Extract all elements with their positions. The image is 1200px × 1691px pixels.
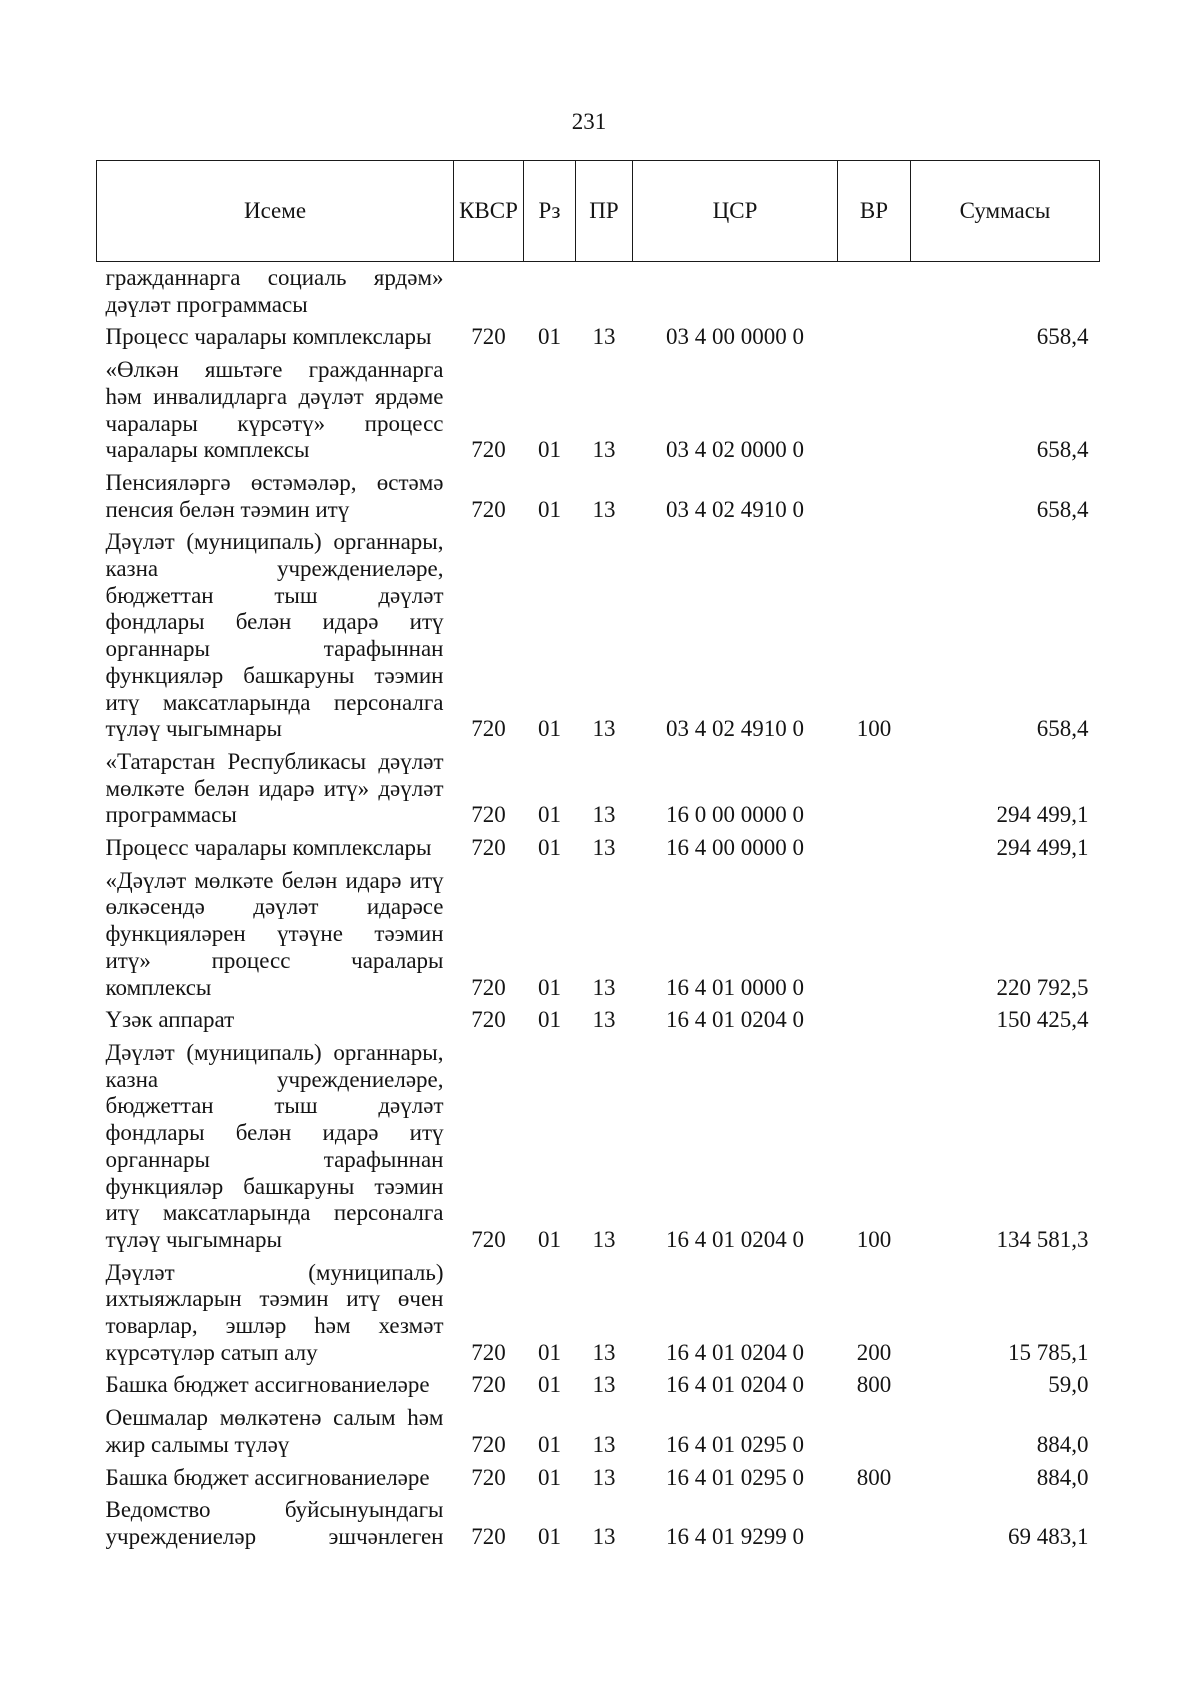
name-line: Процесс чаралары комплекслары [105, 324, 432, 350]
vr-cell [838, 467, 911, 526]
vr-cell: 800 [856, 1464, 892, 1490]
name-line: органнары тарафыннан [105, 1146, 444, 1172]
csr-cell: 03 4 00 0000 0 [666, 324, 804, 350]
name-line: ихтыяжларын тәэмин итү өчен [105, 1286, 444, 1312]
table-row [97, 526, 1100, 746]
name-cell [97, 1369, 454, 1402]
csr-cell: 16 4 01 0295 0 [666, 1464, 804, 1490]
name-line: бюджеттан тыш дәүләт [105, 582, 444, 608]
table-row [97, 1462, 1100, 1495]
table-body [97, 262, 1100, 1554]
rz-cell: 01 [538, 1226, 561, 1252]
table-row [97, 1369, 1100, 1402]
name-line: Үзәк аппарат [105, 1007, 235, 1033]
vr-cell: 100 [856, 1226, 892, 1252]
name-line: учреждениеләр эшчәнлеген [105, 1523, 444, 1549]
name-cell [97, 467, 454, 526]
name-cell [97, 354, 454, 467]
name-line: Пенсияләргә өстәмәләр, өстәмә [105, 469, 444, 495]
pr-cell: 13 [592, 437, 616, 463]
table-row [97, 1494, 1100, 1553]
csr-cell: 03 4 02 0000 0 [666, 437, 804, 463]
csr-cell: 16 4 01 9299 0 [666, 1523, 804, 1549]
table-row [97, 262, 1100, 322]
table-row [97, 832, 1100, 865]
name-line: «Татарстан Республикасы дәүләт [105, 748, 444, 774]
table-row [97, 746, 1100, 832]
csr-cell: 03 4 02 4910 0 [666, 496, 804, 522]
name-line: гражданнарга социаль ярдәм» [105, 265, 444, 290]
name-cell [97, 262, 454, 322]
name-line: Башка бюджет ассигнованиеләре [105, 1464, 430, 1490]
csr-cell: 16 4 01 0000 0 [666, 974, 804, 1000]
sum-cell: 884,0 [1036, 1431, 1089, 1457]
rz-cell: 01 [538, 496, 561, 522]
name-line: Дәүләт (муниципаль) [105, 1259, 444, 1285]
table-row [97, 865, 1100, 1005]
name-line: «Дәүләт мөлкәте белән идарә итү [105, 867, 444, 893]
table-row [97, 1257, 1100, 1370]
csr-cell [633, 262, 838, 322]
rz-cell: 01 [538, 802, 561, 828]
name-line: Башка бюджет ассигнованиеләре [105, 1372, 430, 1398]
sum-cell: 59,0 [1048, 1372, 1089, 1398]
kvsr-cell: 720 [471, 324, 506, 350]
sum-cell: 658,4 [1036, 496, 1089, 522]
pr-cell: 13 [592, 1523, 616, 1549]
kvsr-cell: 720 [471, 1339, 506, 1365]
sum-cell: 150 425,4 [996, 1007, 1089, 1033]
name-cell [97, 865, 454, 1005]
sum-cell: 658,4 [1036, 437, 1089, 463]
vr-cell [838, 1494, 911, 1553]
pr-cell: 13 [592, 835, 616, 861]
budget-table [96, 160, 1100, 1554]
pr-cell: 13 [592, 802, 616, 828]
name-cell [97, 1257, 454, 1370]
pr-cell: 13 [592, 324, 616, 350]
vr-cell [838, 262, 911, 322]
pr-cell: 13 [592, 974, 616, 1000]
name-line: Ведомство буйсынуындагы [105, 1497, 444, 1523]
name-line: казна учреждениеләре, [105, 1066, 444, 1092]
name-line: пенсия белән тәэмин итү [105, 496, 350, 522]
name-cell [97, 1494, 454, 1553]
kvsr-cell: 720 [471, 1372, 506, 1398]
kvsr-cell: 720 [471, 1523, 506, 1549]
pr-cell: 13 [592, 1431, 616, 1457]
name-cell [97, 746, 454, 832]
kvsr-cell: 720 [471, 1464, 506, 1490]
name-line: «Өлкән яшьтәге гражданнарга [105, 357, 444, 383]
name-line: күрсәтүләр сатып алу [105, 1339, 318, 1365]
rz-cell: 01 [538, 437, 561, 463]
table-row [97, 1004, 1100, 1037]
name-line: жир салымы түләү [105, 1431, 290, 1457]
vr-cell [838, 354, 911, 467]
table-row [97, 1037, 1100, 1257]
name-line: программасы [105, 802, 237, 828]
vr-cell [838, 746, 911, 832]
rz-cell [524, 262, 576, 322]
name-line: итү» процесс чаралары [105, 947, 444, 973]
table-row [97, 354, 1100, 467]
rz-cell: 01 [538, 1007, 561, 1033]
name-line: өлкәсендә дәүләт идарәсе [105, 894, 444, 920]
table-header [97, 161, 1100, 262]
name-line: түләү чыгымнары [105, 1226, 282, 1252]
vr-cell: 100 [856, 716, 892, 742]
header-name: Исеме [97, 161, 454, 262]
vr-cell [838, 321, 911, 354]
kvsr-cell: 720 [471, 496, 506, 522]
rz-cell: 01 [538, 1523, 561, 1549]
name-line: товарлар, эшләр һәм хезмәт [105, 1313, 444, 1339]
name-line: комплексы [105, 974, 212, 1000]
rz-cell: 01 [538, 716, 561, 742]
vr-cell: 200 [856, 1339, 892, 1365]
name-cell [97, 1037, 454, 1257]
kvsr-cell: 720 [471, 716, 506, 742]
pr-cell: 13 [592, 1007, 616, 1033]
name-line: итү максатларында персоналга [105, 1200, 444, 1226]
table-row [97, 467, 1100, 526]
header-sum: Суммасы [911, 161, 1100, 262]
name-line: түләү чыгымнары [105, 716, 282, 742]
name-line: һәм инвалидларга дәүләт ярдәме [105, 383, 444, 409]
csr-cell: 16 4 00 0000 0 [666, 835, 804, 861]
sum-cell: 658,4 [1036, 716, 1089, 742]
header-pr: ПР [576, 161, 633, 262]
kvsr-cell: 720 [471, 802, 506, 828]
pr-cell: 13 [592, 1226, 616, 1252]
header-row [97, 161, 1100, 262]
name-line: чаралары комплексы [105, 437, 310, 463]
name-line: Дәүләт (муниципаль) органнары, [105, 529, 444, 555]
name-cell [97, 1402, 454, 1461]
name-cell [97, 832, 454, 865]
sum-cell: 15 785,1 [1008, 1339, 1089, 1365]
table-row [97, 1402, 1100, 1461]
table-row [97, 321, 1100, 354]
name-line: казна учреждениеләре, [105, 556, 444, 582]
sum-cell: 220 792,5 [996, 974, 1089, 1000]
name-line: фондлары белән идарә итү [105, 609, 444, 635]
csr-cell: 16 4 01 0295 0 [666, 1431, 804, 1457]
kvsr-cell: 720 [471, 1431, 506, 1457]
csr-cell: 16 4 01 0204 0 [666, 1372, 804, 1398]
name-line: фондлары белән идарә итү [105, 1120, 444, 1146]
kvsr-cell: 720 [471, 1226, 506, 1252]
csr-cell: 16 0 00 0000 0 [666, 802, 804, 828]
name-line: функцияләр башкаруны тәэмин [105, 662, 444, 688]
name-line: дәүләт программасы [105, 291, 308, 317]
sum-cell: 69 483,1 [1008, 1523, 1089, 1549]
header-vr: ВР [838, 161, 911, 262]
kvsr-cell: 720 [471, 974, 506, 1000]
name-line: итү максатларында персоналга [105, 689, 444, 715]
name-line: органнары тарафыннан [105, 636, 444, 662]
rz-cell: 01 [538, 1339, 561, 1365]
pr-cell: 13 [592, 1339, 616, 1365]
name-line: функцияләр башкаруны тәэмин [105, 1173, 444, 1199]
rz-cell: 01 [538, 974, 561, 1000]
name-line: бюджеттан тыш дәүләт [105, 1093, 444, 1119]
page-number: 231 [571, 109, 607, 134]
name-cell [97, 526, 454, 746]
csr-cell: 16 4 01 0204 0 [666, 1226, 804, 1252]
name-cell [97, 1462, 454, 1495]
header-kvsr: КВСР [454, 161, 524, 262]
name-line: Процесс чаралары комплекслары [105, 835, 432, 861]
vr-cell [838, 1402, 911, 1461]
pr-cell: 13 [592, 1464, 616, 1490]
sum-cell [911, 262, 1100, 322]
vr-cell [838, 832, 911, 865]
rz-cell: 01 [538, 1464, 561, 1490]
name-line: Дәүләт (муниципаль) органнары, [105, 1039, 444, 1065]
csr-cell: 16 4 01 0204 0 [666, 1339, 804, 1365]
kvsr-cell: 720 [471, 1007, 506, 1033]
vr-cell [838, 1004, 911, 1037]
pr-cell: 13 [592, 1372, 616, 1398]
name-line: функцияләрен үтәүне тәэмин [105, 921, 444, 947]
header-rz: Рз [524, 161, 576, 262]
pr-cell [576, 262, 633, 322]
name-cell [97, 1004, 454, 1037]
rz-cell: 01 [538, 324, 561, 350]
rz-cell: 01 [538, 1431, 561, 1457]
csr-cell: 16 4 01 0204 0 [666, 1007, 804, 1033]
csr-cell: 03 4 02 4910 0 [666, 716, 804, 742]
sum-cell: 884,0 [1036, 1464, 1089, 1490]
kvsr-cell: 720 [471, 835, 506, 861]
sum-cell: 134 581,3 [996, 1226, 1089, 1252]
sum-cell: 658,4 [1036, 324, 1089, 350]
vr-cell [838, 865, 911, 1005]
vr-cell: 800 [856, 1372, 892, 1398]
kvsr-cell: 720 [471, 437, 506, 463]
name-line: мөлкәте белән идарә итү» дәүләт [105, 775, 444, 801]
rz-cell: 01 [538, 1372, 561, 1398]
kvsr-cell [454, 262, 524, 322]
sum-cell: 294 499,1 [996, 802, 1089, 828]
name-cell [97, 321, 454, 354]
sum-cell: 294 499,1 [996, 835, 1089, 861]
header-csr: ЦСР [633, 161, 838, 262]
name-line: Оешмалар мөлкәтенә салым һәм [105, 1405, 444, 1431]
pr-cell: 13 [592, 716, 616, 742]
rz-cell: 01 [538, 835, 561, 861]
name-line: чаралары күрсәтү» процесс [105, 410, 444, 436]
pr-cell: 13 [592, 496, 616, 522]
